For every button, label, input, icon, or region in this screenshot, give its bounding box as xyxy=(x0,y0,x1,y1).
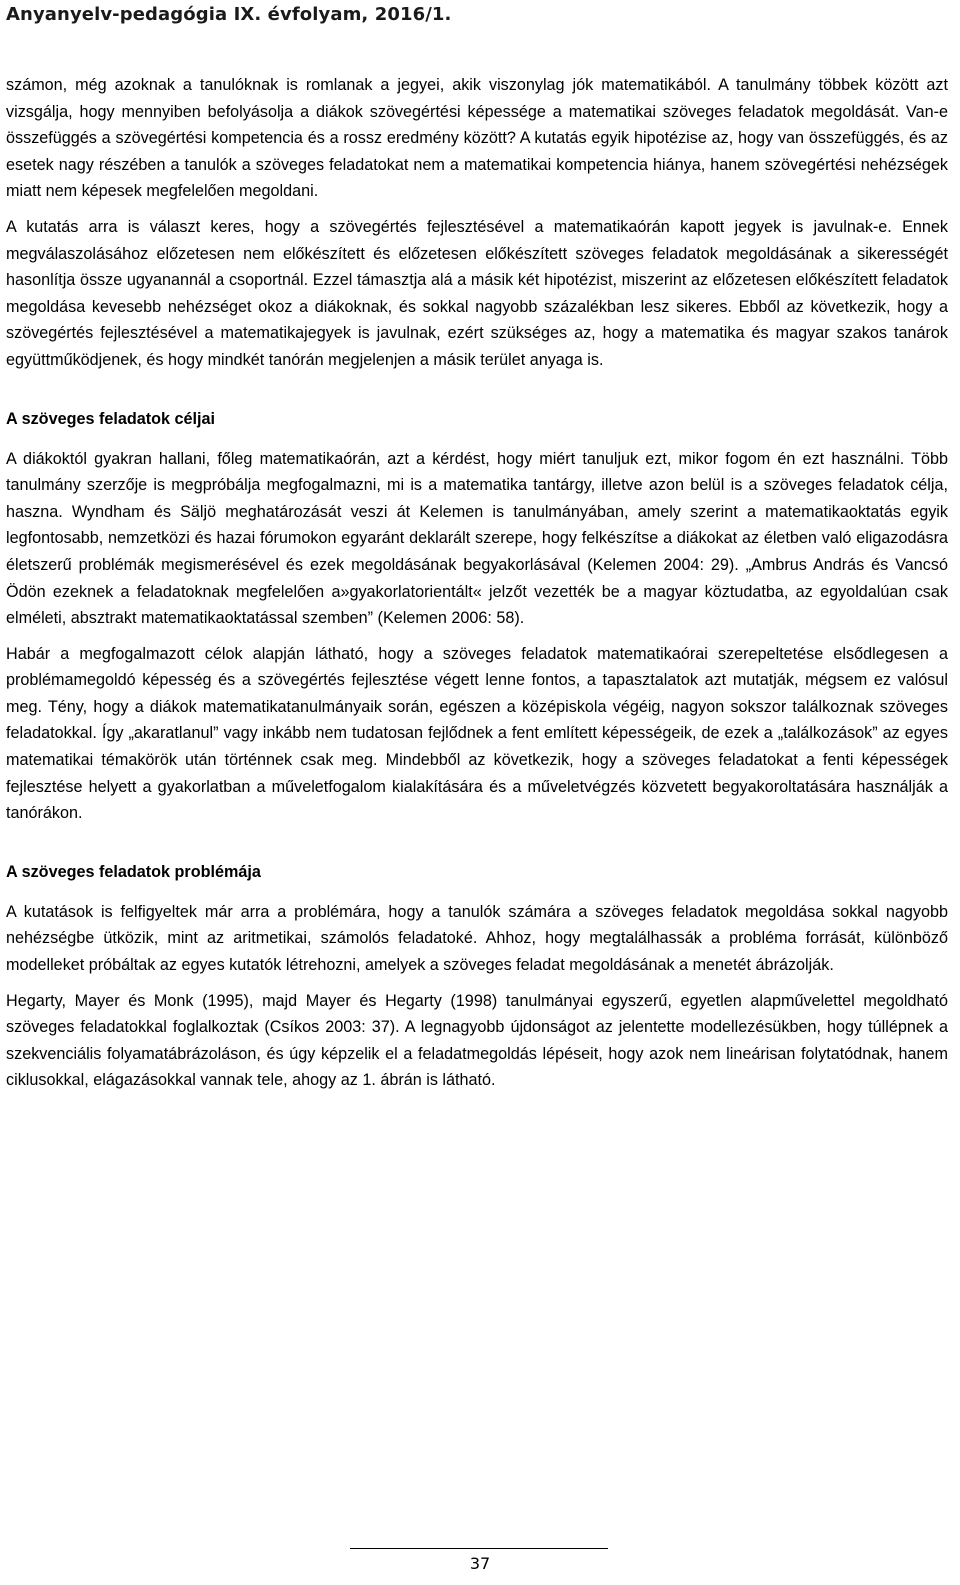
body-paragraph: A kutatás arra is választ keres, hogy a szövegértés fejlesztésével a matematikaórán kapott jegyek is javulnak-e. Ennek megválaszolásához előzetesen nem előkészített és előzetesen előkészített szöveges feladatok megoldásának a sikerességét hasonlítja össze ugyanannál a csoportnál. Ezzel támasztja alá a másik két hipotézist, miszerint az előzetesen előkészített feladatok megoldása kevesebb nehézséget okoz a diákoknak, és sokkal nagyobb százalékban lesz sikeres. Ebből az következik, hogy a szövegértés fejlesztésével a matematikajegyek is javulnak, ezért szükséges az, hogy a matematika és magyar szakos tanárok együttműködjenek, és hogy mindkét tanórán megjelenjen a másik terület anyaga is. xyxy=(6,217,948,369)
section-heading: A szöveges feladatok problémája xyxy=(6,862,261,881)
body-paragraph: számon, még azoknak a tanulóknak is romlanak a jegyei, akik viszonylag jók matematikából. A tanulmány többek között azt vizsgálja, hogy mennyiben befolyásolja a diákok szövegértési képessége a matematikai szöveges feladatok megoldását. Van-e összefüggés a szövegértési kompetencia és a rossz eredmény között? A kutatás egyik hipotézise az, hogy van összefüggés, és az esetek nagy részében a tanulók a szöveges feladatokat nem a matematikai kompetencia hiánya, hanem szövegértési nehézségek miatt nem képesek megfelelően megoldani. xyxy=(6,76,948,201)
section-heading: A szöveges feladatok céljai xyxy=(6,409,216,428)
page-number: 37 xyxy=(469,1554,491,1573)
body-paragraph: Hegarty, Mayer és Monk (1995), majd Mayer és Hegarty (1998) tanulmányai egyszerű, egyetlen alapművelettel megoldható szöveges feladatokkal foglalkoztak (Csíkos 2003: 37). A legnagyobb újdonságot az jelentette modellezésükben, hogy túllépnek a szekvenciális folyamatábrázoláson, és úgy képzelik el a feladatmegoldás lépéseit, hogy azok nem lineárisan folytatódnak, hanem ciklusokkal, elágazásokkal vannak tele, ahogy az 1. ábrán is látható. xyxy=(6,991,948,1090)
footer-divider xyxy=(350,1548,608,1549)
body-paragraph: Habár a megfogalmazott célok alapján látható, hogy a szöveges feladatok matematikaórai szerepeltetése elsődlegesen a problémamegoldó képesség és a szövegértés fejlesztése végett lenne fontos, a tapasztalatok azt mutatják, mégsem ez valósul meg. Tény, hogy a diákok matematikatanulmányaik során, egészen a középiskola végéig, nagyon sokszor találkoznak szöveges feladatokkal. Így „akaratlanul” vagy inkább nem tudatosan fejlődnek a fent említett képességeik, de ezek a „találkozások” az egyes matematikai témakörök után történnek csak meg. Mindebből az következik, hogy a szöveges feladatokat a fenti képességek fejlesztése helyett a gyakorlatban a műveletfogalom kialakítására és a műveletvégzés közvetett begyakoroltatására használják a tanórákon. xyxy=(6,644,948,823)
page-body xyxy=(6,72,948,1094)
body-paragraph: A kutatások is felfigyeltek már arra a problémára, hogy a tanulók számára a szöveges feladatok megoldása sokkal nagyobb nehézségbe ütközik, mint az aritmetikai, számolós feladatoké. Ahhoz, hogy megtalálhassák a probléma forrását, különböző modelleket próbáltak az egyes kutatók létrehozni, amelyek a szöveges feladat megoldásának a menetét ábrázolják. xyxy=(6,902,948,975)
running-header: Anyanyelv-pedagógia IX. évfolyam, 2016/1. xyxy=(6,4,452,25)
body-paragraph: A diákoktól gyakran hallani, főleg matematikaórán, azt a kérdést, hogy miért tanuljuk ezt, mikor fogom én ezt használni. Több tanulmány szerzője is megpróbálja megfogalmazni, mi is a matematika tantárgy, illetve azon belül is a szöveges feladatok célja, haszna. Wyndham és Säljö meghatározását veszi át Kelemen is tanulmányában, amely szerint a matematikaoktatás egyik legfontosabb, nemzetközi és hazai fórumokon egyaránt deklarált szerepe, hogy felkészítse a diákokat az életben való eligazodásra életszerű problémák megismerésével és ezek megoldásának begyakorlásával (Kelemen 2004: 29). „Ambrus András és Vancsó Ödön ezeknek a feladatoknak megfelelően a»gyakorlatorientált« jelzőt vezették be a magyar köztudatba, az egyoldalúan csak elméleti, absztrakt matematikaoktatással szemben” (Kelemen 2006: 58). xyxy=(6,449,948,628)
